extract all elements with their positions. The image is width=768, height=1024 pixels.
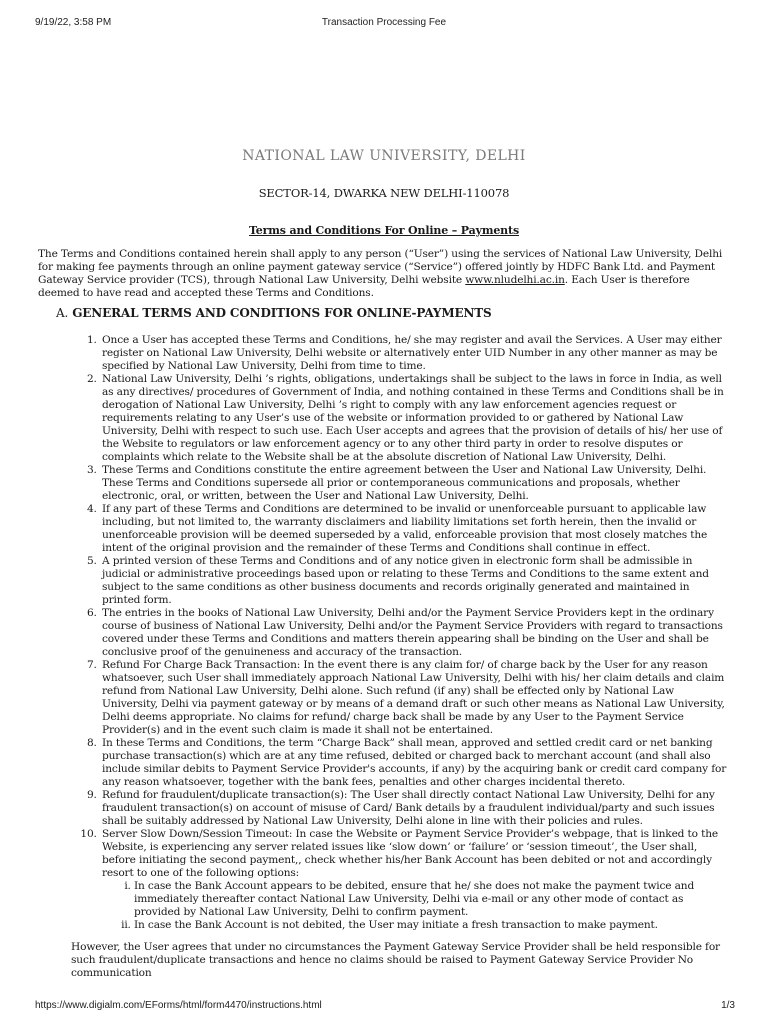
list-item-10 [100,828,730,932]
section-a-letter: A. [56,306,69,320]
website-link[interactable]: www.nludelhi.ac.in [465,274,565,286]
print-title: Transaction Processing Fee [321,17,447,28]
footer-url: https://www.digialm.com/EForms/html/form4470/instructions.html [35,1000,322,1011]
list-item: 1. Once a User has accepted these Terms and Conditions, he/ she may register and avail the Services. A User may either register on National Law University, Delhi website or alternatively enter UID Number in any other manner as may be specified by National Law University, Delhi from time to time. [100,334,730,373]
university-name: NATIONAL LAW UNIVERSITY, DELHI [242,148,526,164]
terms-title: Terms and Conditions For Online – Payments [249,224,519,237]
list-item: 8. In these Terms and Conditions, the term “Charge Back” shall mean, approved and settled credit card or net banking purchase transaction(s) which are at any time refused, debited or charged back to merchant account (and shall also include similar debits to Payment Service Provider's accounts, if any) by the acquiring bank or credit card company for any reason whatsoever, together with the bank fees, penalties and other charges incidental thereto. [100,737,730,789]
list-item: 6. The entries in the books of National Law University, Delhi and/or the Payment Service Providers kept in the ordinary course of business of National Law University, Delhi and/or the Payment Service Providers with regard to transactions covered under these Terms and Conditions and matters therein appearing shall be binding on the User and shall be conclusive proof of the genuineness and accuracy of the transaction. [100,607,730,659]
university-address: SECTOR-14, DWARKA NEW DELHI-110078 [258,186,510,200]
section-a-heading [56,307,730,323]
intro-text-end: . Each User is therefore deemed to have read and accepted these Terms and Conditions. [38,274,690,299]
options-sublist [102,880,730,932]
list-item-text: Server Slow Down/Session Timeout: In case the Website or Payment Service Provider’s webpage, that is linked to the Website, is experiencing any server related issues like ‘slow down’ or ‘failure’ or ‘session timeout’, the User shall, before initiating the second payment,, check whether his/her Bank Account has been debited or not and accordingly resort to one of the following options: [102,828,718,879]
document-body [38,150,730,980]
intro-paragraph [38,248,730,300]
intro-text: The Terms and Conditions contained herein shall apply to any person (“User”) using the services of National Law University, Delhi for making fee payments through an online payment gateway service (“Service”) offered jointly by HDFC Bank Ltd. and Payment Gateway Service provider (TCS), through National Law University, Delhi website [38,248,723,286]
list-item: 4. If any part of these Terms and Conditions are determined to be invalid or unenforceable pursuant to applicable law including, but not limited to, the warranty disclaimers and liability limitations set forth herein, then the invalid or unenforceable provision will be deemed superseded by a valid, enforceable provision that most closely matches the intent of the original provision and the remainder of these Terms and Conditions shall continue in effect. [100,503,730,555]
list-item: 7. Refund For Charge Back Transaction: In the event there is any claim for/ of charge back by the User for any reason whatsoever, such User shall immediately approach National Law University, Delhi with his/ her claim details and claim refund from National Law University, Delhi alone. Such refund (if any) shall be effected only by National Law University, Delhi via payment gateway or by means of a demand draft or such other means as National Law University, Delhi deems appropriate. No claims for refund/ charge back shall be made by any User to the Payment Service Provider(s) and in the event such claim is made it shall not be entertained. [100,659,730,737]
print-datetime: 9/19/22, 3:58 PM [35,17,112,28]
list-item: 5. A printed version of these Terms and Conditions and of any notice given in electronic form shall be admissible in judicial or administrative proceedings based upon or relating to these Terms and Conditions to the same extent and subject to the same conditions as other business documents and records originally generated and maintained in printed form. [100,555,730,607]
page-number: 1/3 [721,1000,735,1011]
list-item: 2. National Law University, Delhi ’s rights, obligations, undertakings shall be subject to the laws in force in India, as well as any directives/ procedures of Government of India, and nothing contained in these Terms and Conditions shall be in derogation of National Law University, Delhi ’s right to comply with any law enforcement agencies request or requirements relating to any User’s use of the website or information provided to or gathered by National Law University, Delhi with respect to such use. Each User accepts and agrees that the provision of details of his/ her use of the Website to regulators or law enforcement agency or to any other third party in order to resolve disputes or complaints which relate to the Website shall be at the absolute discretion of National Law University, Delhi. [100,373,730,464]
sub-list-item: ii. In case the Bank Account is not debited, the User may initiate a fresh transaction to make payment. [134,919,730,932]
sub-list-item: i. In case the Bank Account appears to be debited, ensure that he/ she does not make the payment twice and immediately thereafter contact National Law University, Delhi via e-mail or any other mode of contact as provided by National Law University, Delhi to confirm payment. [134,880,730,919]
print-header [0,0,768,30]
section-a-title: GENERAL TERMS AND CONDITIONS FOR ONLINE-PAYMENTS [72,306,492,320]
print-footer [0,1000,768,1024]
terms-list [38,334,730,932]
list-item: 9. Refund for fraudulent/duplicate transaction(s): The User shall directly contact National Law University, Delhi for any fraudulent transaction(s) on account of misuse of Card/ Bank details by a fraudulent individual/party and such issues shall be suitably addressed by National Law University, Delhi alone in line with their policies and rules. [100,789,730,828]
closing-paragraph: However, the User agrees that under no circumstances the Payment Gateway Service Provider shall be held responsible for such fraudulent/duplicate transactions and hence no claims should be raised to Payment Gateway Service Provider No communication [71,941,720,979]
list-item: 3. These Terms and Conditions constitute the entire agreement between the User and National Law University, Delhi. These Terms and Conditions supersede all prior or contemporaneous communications and proposals, whether electronic, oral, or written, between the User and National Law University, Delhi. [100,464,730,503]
